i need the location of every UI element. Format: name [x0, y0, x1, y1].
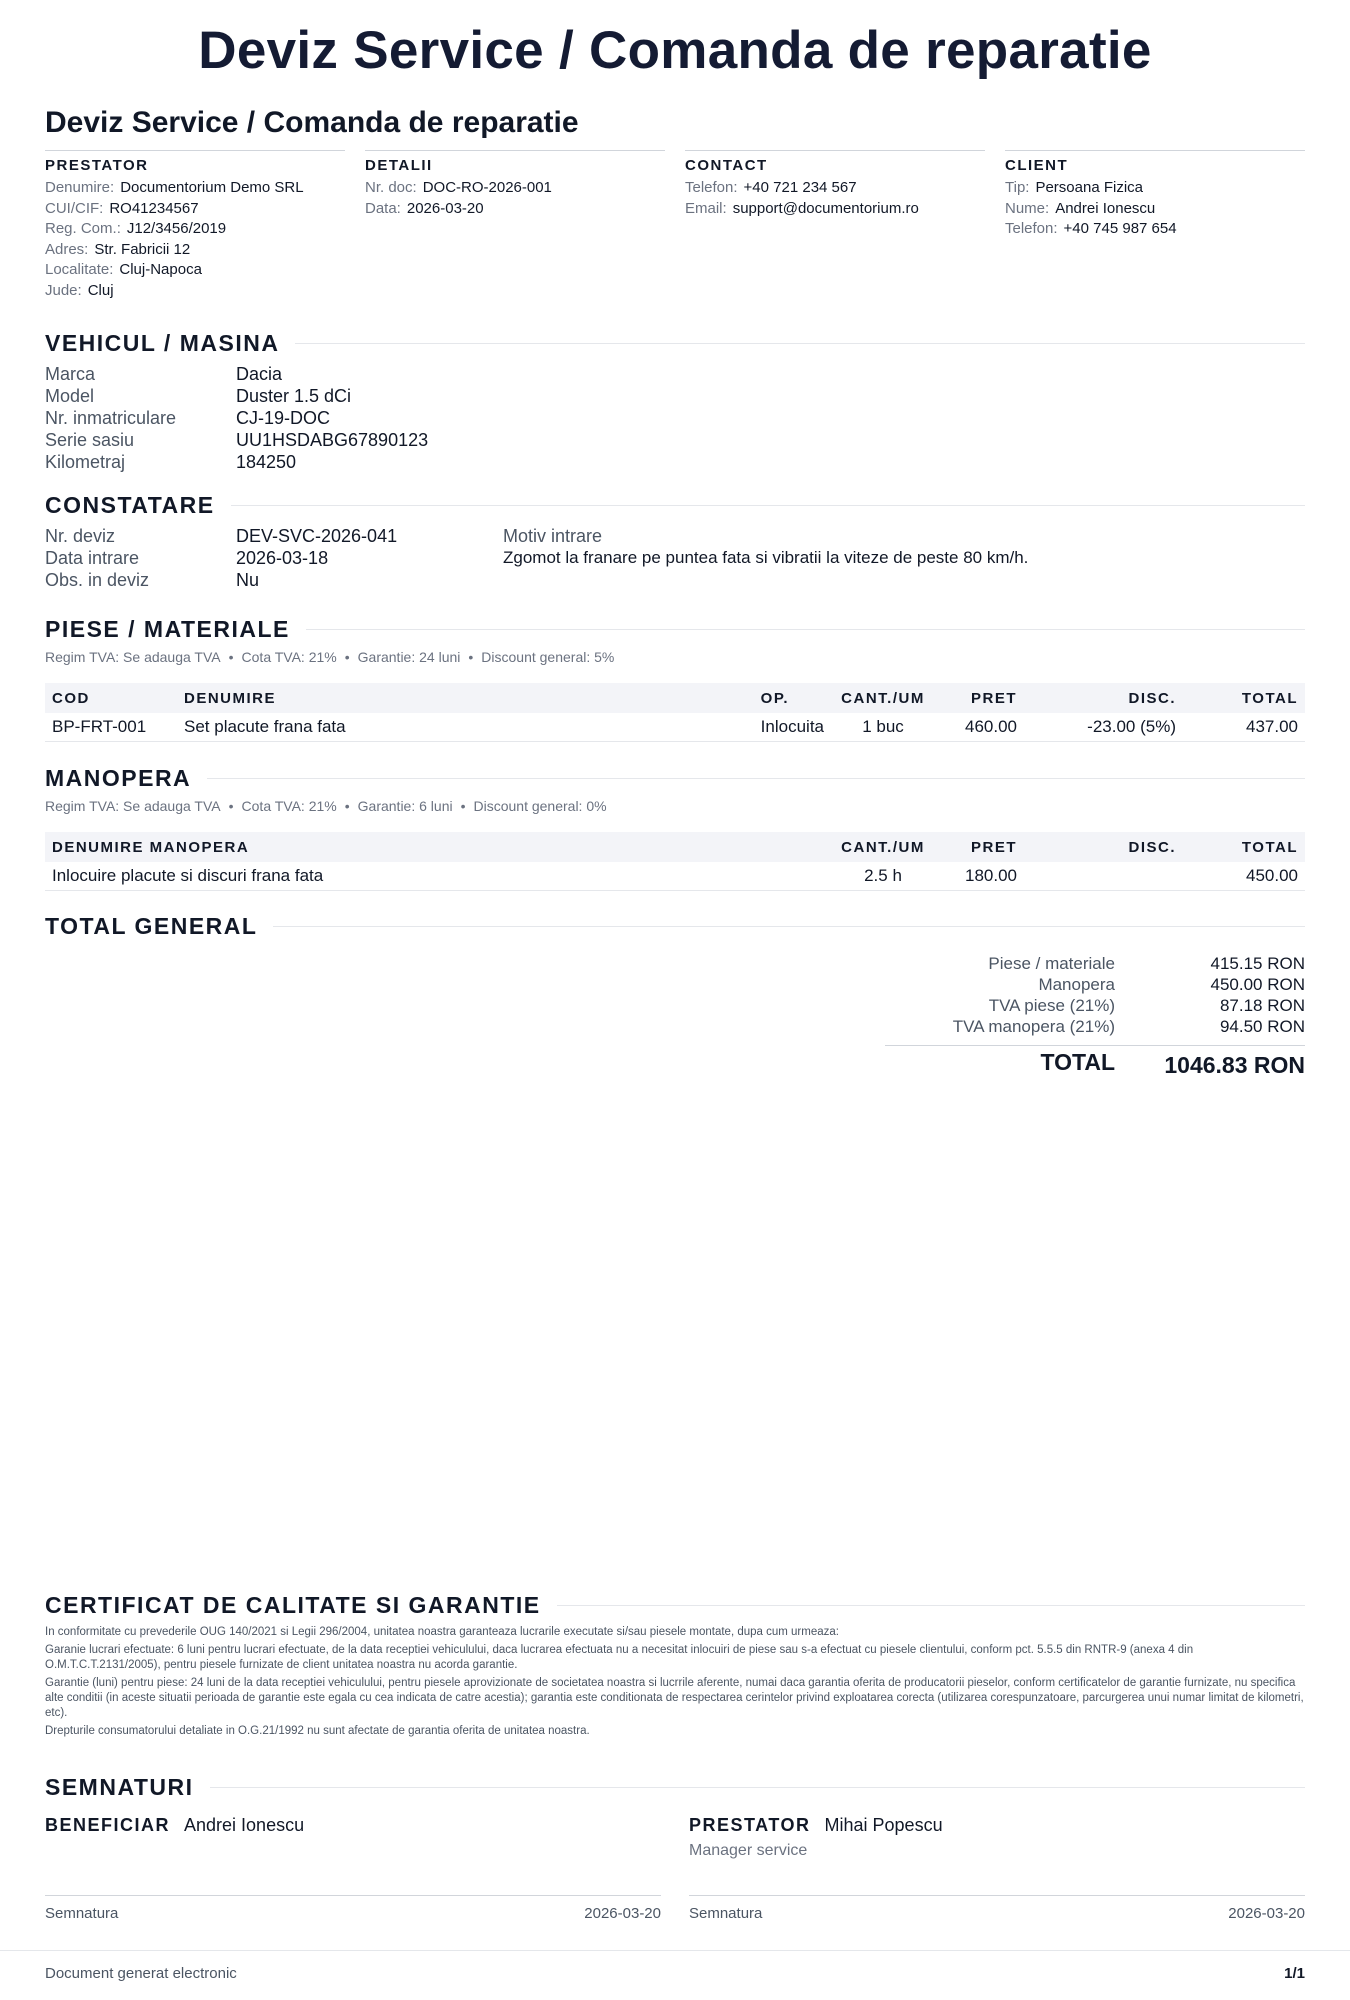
detail-label: Obs. in deviz	[45, 570, 150, 590]
section-total-heading	[45, 913, 1305, 940]
party-field	[1005, 199, 1305, 220]
page-number: 1/1	[1284, 1965, 1305, 1982]
party-field	[45, 178, 345, 199]
field-value: support@documentorium.ro	[732, 199, 919, 217]
party-heading: DETALII	[365, 157, 433, 174]
total-label: TVA piese (21%)	[988, 996, 1115, 1015]
section-title: SEMNATURI	[45, 1774, 194, 1800]
party-field	[685, 178, 985, 199]
field-value: DOC-RO-2026-001	[422, 179, 552, 196]
field-value: RO41234567	[109, 199, 199, 217]
total-row	[885, 974, 1305, 995]
detail-value: CJ-19-DOC	[236, 408, 331, 428]
meta-item: Cota TVA: 21%	[241, 649, 337, 665]
total-label: Manopera	[1038, 975, 1115, 994]
constatare-details	[45, 525, 397, 591]
total-row	[885, 995, 1305, 1016]
cell-denumire: Set placute frana fata	[177, 713, 754, 742]
total-row	[885, 953, 1305, 974]
piese-meta	[45, 649, 614, 665]
col-total: TOTAL	[1183, 832, 1305, 862]
cell-pret: 180.00	[935, 862, 1024, 891]
signature-date: 2026-03-20	[1228, 1905, 1305, 1922]
field-label: Nume:	[1005, 199, 1050, 217]
total-row	[885, 1016, 1305, 1037]
cell-cant: 1 buc	[831, 713, 935, 742]
signature-role-label: PRESTATOR	[689, 1815, 811, 1835]
party-contact	[685, 150, 985, 301]
total-value: 87.18 RON	[1219, 996, 1305, 1015]
page-footer	[0, 1950, 1350, 1982]
party-field	[45, 260, 345, 281]
signature-prestator	[689, 1815, 1305, 1922]
section-semnaturi-heading	[45, 1774, 1305, 1801]
detail-row	[45, 451, 428, 473]
bullet-separator: •	[460, 798, 466, 814]
party-detalii	[365, 150, 665, 301]
field-label: Denumire:	[45, 179, 115, 196]
total-value: 450.00 RON	[1210, 975, 1305, 994]
meta-item: Discount general: 0%	[473, 798, 607, 814]
page-title: Deviz Service / Comanda de reparatie	[198, 21, 1152, 80]
bullet-separator: •	[344, 649, 350, 665]
detail-row	[45, 525, 397, 547]
detail-value: Dacia	[236, 364, 283, 384]
total-label: Piese / materiale	[988, 954, 1115, 973]
party-heading: CONTACT	[685, 157, 768, 174]
detail-row	[45, 429, 428, 451]
signature-line	[45, 1895, 661, 1896]
total-label: TVA manopera (21%)	[952, 1017, 1115, 1036]
section-piese-heading	[45, 616, 1305, 643]
detail-label: Nr. deviz	[45, 526, 116, 546]
table-row	[45, 713, 1305, 742]
col-cant: CANT./UM	[831, 832, 935, 862]
signature-label: Semnatura	[45, 1905, 119, 1922]
meta-item: Regim TVA: Se adauga TVA	[45, 649, 221, 665]
detail-label: Kilometraj	[45, 452, 126, 472]
cell-cant: 2.5 h	[831, 862, 935, 891]
detail-value: 184250	[236, 452, 297, 472]
party-field	[45, 240, 345, 261]
section-title: CONSTATARE	[45, 492, 215, 518]
field-label: Adres:	[45, 240, 89, 258]
party-field	[365, 178, 665, 199]
meta-item: Regim TVA: Se adauga TVA	[45, 798, 221, 814]
detail-label: Nr. inmatriculare	[45, 408, 177, 428]
section-title: TOTAL GENERAL	[45, 913, 258, 939]
field-value: 2026-03-20	[406, 199, 484, 217]
field-label: Telefon:	[685, 179, 738, 196]
field-value: +40 721 234 567	[743, 179, 857, 196]
col-cant: CANT./UM	[831, 683, 935, 713]
signature-beneficiar	[45, 1815, 661, 1922]
field-label: CUI/CIF:	[45, 199, 104, 217]
certificat-paragraph: In conformitate cu prevederile OUG 140/2021 si Legii 296/2004, unitatea noastra garanteaza lucrarile executate si/sau piesele montate, dupa cum urmeaza:	[45, 1626, 839, 1638]
cell-pret: 460.00	[935, 713, 1024, 742]
document-title: Deviz Service / Comanda de reparatie	[45, 106, 579, 139]
section-title: PIESE / MATERIALE	[45, 616, 290, 642]
motiv-value: Zgomot la franare pe puntea fata si vibratii la viteze de peste 80 km/h.	[503, 548, 1029, 567]
total-value: 94.50 RON	[1219, 1017, 1305, 1036]
field-label: Reg. Com.:	[45, 220, 121, 237]
motiv-intrare	[503, 525, 1028, 569]
section-title: VEHICUL / MASINA	[45, 330, 280, 356]
piese-table	[45, 683, 1305, 742]
detail-value: DEV-SVC-2026-041	[236, 526, 398, 546]
field-label: Jude:	[45, 281, 82, 299]
meta-item: Garantie: 24 luni	[357, 649, 461, 665]
field-value: Persoana Fizica	[1035, 179, 1144, 196]
vehicul-details	[45, 363, 428, 473]
signature-label: Semnatura	[689, 1905, 763, 1922]
signature-line	[689, 1895, 1305, 1896]
detail-label: Model	[45, 386, 95, 406]
detail-row	[45, 407, 428, 429]
party-heading: PRESTATOR	[45, 157, 149, 174]
section-manopera-heading	[45, 765, 1305, 792]
field-label: Data:	[365, 199, 401, 217]
field-label: Email:	[685, 199, 727, 217]
detail-row	[45, 547, 397, 569]
party-field	[45, 219, 345, 240]
signature-name: Mihai Popescu	[824, 1815, 943, 1835]
bullet-separator: •	[228, 649, 234, 665]
table-row	[45, 862, 1305, 891]
col-total: TOTAL	[1183, 683, 1305, 713]
cell-disc	[1024, 862, 1183, 891]
cell-cod: BP-FRT-001	[45, 713, 177, 742]
grand-total-label: TOTAL	[1040, 1049, 1115, 1075]
manopera-table	[45, 832, 1305, 891]
section-vehicul-heading	[45, 330, 1305, 357]
field-label: Nr. doc:	[365, 179, 417, 196]
detail-label: Marca	[45, 364, 96, 384]
field-value: Str. Fabricii 12	[94, 240, 191, 258]
col-cod: COD	[45, 683, 177, 713]
grand-total-value: 1046.83 RON	[1164, 1052, 1305, 1078]
signature-role-label: BENEFICIAR	[45, 1815, 171, 1835]
col-denumire: DENUMIRE	[177, 683, 754, 713]
detail-label: Serie sasiu	[45, 430, 135, 450]
col-pret: PRET	[935, 832, 1024, 862]
field-label: Localitate:	[45, 261, 114, 278]
party-field	[1005, 178, 1305, 199]
col-disc: DISC.	[1024, 832, 1183, 862]
detail-row	[45, 363, 428, 385]
detail-value: 2026-03-18	[236, 548, 329, 568]
meta-item: Garantie: 6 luni	[357, 798, 453, 814]
cell-disc: -23.00 (5%)	[1024, 713, 1183, 742]
bullet-separator: •	[344, 798, 350, 814]
detail-value: Duster 1.5 dCi	[236, 386, 352, 406]
party-field	[365, 199, 665, 220]
totals-box	[885, 953, 1305, 1078]
field-value: Documentorium Demo SRL	[120, 179, 304, 196]
motiv-label: Motiv intrare	[503, 526, 603, 546]
cell-op: Inlocuita	[754, 713, 831, 742]
col-pret: PRET	[935, 683, 1024, 713]
party-heading: CLIENT	[1005, 157, 1069, 174]
party-field	[685, 199, 985, 220]
detail-row	[45, 385, 428, 407]
party-field	[45, 199, 345, 220]
col-op: OP.	[754, 683, 831, 713]
section-constatare-heading	[45, 492, 1305, 519]
detail-label: Data intrare	[45, 548, 140, 568]
detail-value: UU1HSDABG67890123	[236, 430, 429, 450]
field-value: Cluj-Napoca	[119, 261, 202, 278]
parties-row	[45, 150, 1305, 301]
footer-note: Document generat electronic	[45, 1965, 237, 1982]
signature-name: Andrei Ionescu	[184, 1815, 305, 1835]
party-prestator	[45, 150, 345, 301]
party-field	[1005, 219, 1305, 240]
col-disc: DISC.	[1024, 683, 1183, 713]
cell-total: 437.00	[1183, 713, 1305, 742]
section-title: CERTIFICAT DE CALITATE SI GARANTIE	[45, 1592, 541, 1618]
certificat-paragraph: Garanie lucrari efectuate: 6 luni pentru lucrari efectuate, de la data receptiei vehiculului, daca lucrarea efectuata nu a necesitat inlocuiri de piese sau s-a efectuat cu piesele clientului, conform pct. 5.5.5 din RNTR-9 (anexa 4 din O.M.T.C.T.2131/2005), pentru piesele furnizate de client unitatea noastra nu acorda garantie.	[45, 1644, 1194, 1671]
signature-date: 2026-03-20	[584, 1905, 661, 1922]
grand-total-row	[885, 1045, 1305, 1078]
signature-role: Manager service	[689, 1842, 808, 1859]
field-value: +40 745 987 654	[1063, 220, 1177, 237]
cell-total: 450.00	[1183, 862, 1305, 891]
party-field	[45, 281, 345, 302]
total-value: 415.15 RON	[1210, 954, 1305, 973]
field-value: Cluj	[87, 281, 114, 299]
field-value: J12/3456/2019	[126, 220, 227, 237]
bullet-separator: •	[228, 798, 234, 814]
field-value: Andrei Ionescu	[1055, 199, 1156, 217]
certificat-paragraph: Garantie (luni) pentru piese: 24 luni de la data receptiei vehiculului, pentru piesele aprovizionate de societatea noastra si lucrrile aferente, numai daca garantia oferita de producatorii pieselor, conform certificatelor de garantie furnizate, nu specifica alte conditii (in aceste situatii perioada de garantie este egala cu cea indicata de catre acestia); garantia este conditionata de respectarea cerintelor privind exploatarea corecta (utilizarea corespunzatoare, parcurgerea unui numar limitat de kilometri, etc).	[45, 1677, 1304, 1719]
meta-item: Cota TVA: 21%	[241, 798, 337, 814]
field-label: Tip:	[1005, 179, 1030, 196]
detail-value: Nu	[236, 570, 260, 590]
certificat-paragraph: Drepturile consumatorului detaliate in O.G.21/1992 nu sunt afectate de garantia oferita de unitatea noastra.	[45, 1725, 590, 1737]
section-certificat-heading	[45, 1592, 1305, 1619]
manopera-meta	[45, 798, 607, 814]
certificat-text	[45, 1625, 1305, 1742]
meta-item: Discount general: 5%	[481, 649, 615, 665]
section-title: MANOPERA	[45, 765, 192, 791]
field-label: Telefon:	[1005, 220, 1058, 237]
party-client	[1005, 150, 1305, 301]
detail-row	[45, 569, 397, 591]
bullet-separator: •	[468, 649, 474, 665]
col-denumire-manopera: DENUMIRE MANOPERA	[45, 832, 831, 862]
cell-denumire: Inlocuire placute si discuri frana fata	[45, 862, 831, 891]
